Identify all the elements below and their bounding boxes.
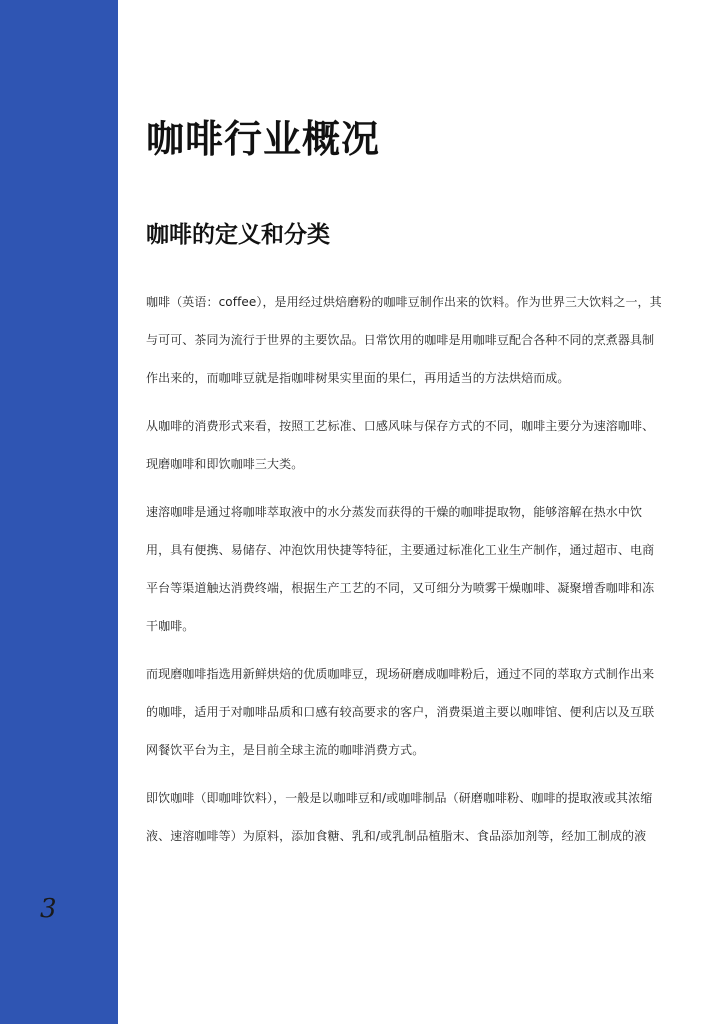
paragraph — [146, 659, 686, 773]
text-line: 而现磨咖啡指选用新鲜烘焙的优质咖啡豆，现场研磨成咖啡粉后，通过不同的萃取方式制作出来 — [146, 667, 655, 681]
text-line: 平台等渠道触达消费终端，根据生产工艺的不同，又可细分为喷雾干燥咖啡、凝聚增香咖啡和冻 — [146, 581, 655, 595]
text-line: 的咖啡，适用于对咖啡品质和口感有较高要求的客户，消费渠道主要以咖啡馆、便利店以及互联 — [146, 705, 655, 719]
paragraph — [146, 783, 686, 859]
paragraph — [146, 411, 686, 487]
body-text — [146, 287, 686, 869]
page-number: 3 — [40, 894, 57, 924]
page-title: 咖啡行业概况 — [146, 117, 381, 161]
text-line: 速溶咖啡是通过将咖啡萃取液中的水分蒸发而获得的干燥的咖啡提取物，能够溶解在热水中饮 — [146, 505, 643, 519]
paragraph — [146, 287, 686, 401]
text-line: 咖啡（英语：coffee），是用经过烘焙磨粉的咖啡豆制作出来的饮料。作为世界三大饮料之一，其 — [146, 295, 662, 309]
text-line: 网餐饮平台为主，是目前全球主流的咖啡消费方式。 — [146, 743, 425, 757]
text-line: 与可可、茶同为流行于世界的主要饮品。日常饮用的咖啡是用咖啡豆配合各种不同的烹煮器具制 — [146, 333, 655, 347]
text-line: 作出来的，而咖啡豆就是指咖啡树果实里面的果仁，再用适当的方法烘焙而成。 — [146, 371, 570, 385]
text-line: 现磨咖啡和即饮咖啡三大类。 — [146, 457, 304, 471]
section-title: 咖啡的定义和分类 — [146, 222, 330, 248]
text-line: 从咖啡的消费形式来看，按照工艺标准、口感风味与保存方式的不同，咖啡主要分为速溶咖啡、 — [146, 419, 655, 433]
text-line: 干咖啡。 — [146, 619, 195, 633]
text-line: 即饮咖啡（即咖啡饮料），一般是以咖啡豆和/或咖啡制品（研磨咖啡粉、咖啡的提取液或其浓缩 — [146, 791, 653, 805]
paragraph — [146, 497, 686, 649]
text-line: 用，具有便携、易储存、冲泡饮用快捷等特征，主要通过标准化工业生产制作，通过超市、电商 — [146, 543, 655, 557]
text-line: 液、速溶咖啡等）为原料，添加食糖、乳和/或乳制品植脂末、食品添加剂等，经加工制成的液 — [146, 829, 647, 843]
sidebar-accent-bar — [0, 0, 118, 1024]
